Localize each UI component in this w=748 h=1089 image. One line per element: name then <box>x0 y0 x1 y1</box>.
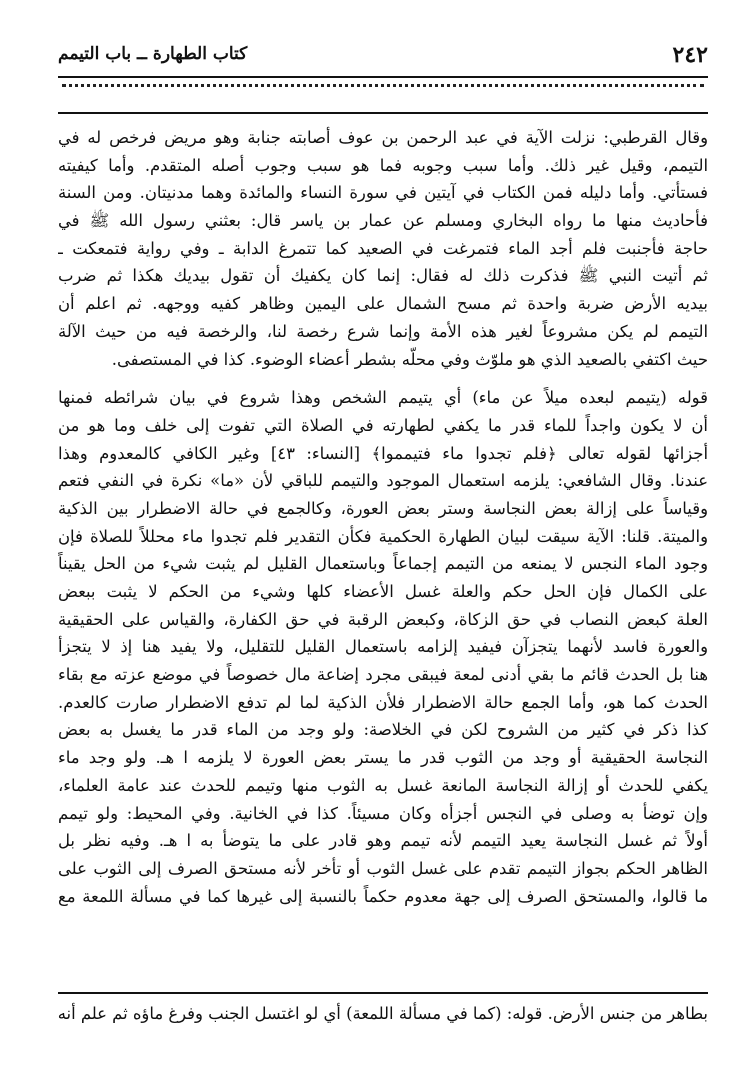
text-line: وإن توضأ به وصلى في النجس أجزأه وكان مسيئاً. كذا في الخانية. وفي المحيط: ولو تيمم <box>58 803 708 823</box>
text-line: والميتة. قلنا: الآية سيقت لبيان الطهارة الحكمية فكأن التقدير فلم تجدوا ماء محللاً للصلاة فإن <box>58 526 708 546</box>
text-line: الحدث كما هو، وأما الجمع حالة الاضطرار فلأن الذكية لما لم تدفع الاضطرار صارت كالعدم. <box>58 692 708 712</box>
text-line: هنا بل الحدث قائم ما بقي أدنى لمعة فيبقى مجرد إضاعة مال خصوصاً في موضع عزته مع بقاء <box>58 665 708 685</box>
text-line: النجاسة الحقيقية أو وجد من الثوب قدر ما يستر بعض العورة لا يلزمه ا هـ. ولو وجد ماء <box>58 748 708 768</box>
text-line: وجود الماء النجس لا يمنعه من التيمم إجماعاً وباستعمال القليل لم يثبت شيء من الحل يقيناً <box>58 554 708 574</box>
text-line: حيث اكتفي بالصعيد الذي هو ملوّث وفي محلّه بشطر أعضاء الوضوء. كذا في المستصفى. <box>111 349 708 369</box>
text-line: على الكمال فإن الحل حكم والعلة غسل الأعضاء كلها وشيء من الحكم لا يثبت ببعض <box>58 582 708 601</box>
text-line: كذا ذكر في كثير من الشروح لكن في الخلاصة: ولو وجد من الماء قدر ما يغسل به بعض <box>58 720 708 740</box>
text-line: فستأتي. وأما دليله فمن الكتاب في آيتين في سورة النساء والمائدة وهما مدنيتان. ومن السنة <box>58 183 708 203</box>
text-line: بيديه الأرض ضربة واحدة ثم مسح الشمال على اليمين وظاهر كفيه ووجهه. ثم اعلم أن <box>58 294 708 314</box>
running-title: كتاب الطهارة ــ باب التيمم <box>58 44 248 64</box>
paragraph-2 <box>58 384 708 910</box>
text-line: أجزائها لقوله تعالى ﴿فلم تجدوا ماء فتيمموا﴾ [النساء: ٤٣] وغير الكافي كالمعدوم وهذا <box>58 443 708 463</box>
footnote-text: بطاهر من جنس الأرض. قوله: (كما في مسألة اللمعة) أي لو اغتسل الجنب وفرغ ماؤه ثم علم أنه <box>58 1004 708 1023</box>
dotted-separator <box>62 84 704 101</box>
text-line: الظاهر الحكم بجواز التيمم تقدم على غسل الثوب أو تأخر لأنه مستحق الصرف إلى الثوب على <box>58 858 708 878</box>
text-line: أن لا يكون واجداً للماء قدر ما يكفي لطهارته في الصلاة التي تفوت إلى خلف وما هو من <box>58 415 708 435</box>
text-line: ما قالوا، والمستحق الصرف إلى جهة معدوم حكماً بالنسبة إلى غيرها كما في مسألة اللمعة مع <box>58 886 708 906</box>
paragraph-1 <box>58 124 708 373</box>
text-line: التيمم لم يكن مشروعاً لغير هذه الأمة وإنما شرع رخصة لنا، والرخصة فيه من حيث الآلة <box>58 321 708 341</box>
text-line: العلة كبعض النصاب في حق الزكاة، وكبعض الرقبة في حق الكفارة، والقياس على الحقيقية <box>58 609 708 629</box>
text-line: فأحاديث منها ما رواه البخاري ومسلم عن عمار بن ياسر قال: بعثني رسول الله ﷺ في <box>58 211 708 231</box>
text-line: قوله (يتيمم لبعده ميلاً عن ماء) أي يتيمم الشخص وهذا شروع في بيان شرائطه فمنها <box>58 388 708 408</box>
footnote-rule <box>58 992 708 994</box>
page-header <box>58 40 708 74</box>
commentary-rule <box>58 112 708 114</box>
text-line: والعورة فاسد لأنهما يتجزآن فيفيد إلزامه باستعمال القليل للتقليل، ولا يفيد هنا إذ لا يتجزأ <box>58 637 708 657</box>
text-line: عندنا. وقال الشافعي: يلزمه استعمال الموجود والتيمم للباقي لأن «ما» نكرة في النفي فتعم <box>58 471 708 491</box>
text-line: ثم أتيت النبي ﷺ فذكرت ذلك له فقال: إنما كان يكفيك أن تقول بيديك هكذا ثم ضرب <box>58 266 708 286</box>
text-line: يكفي للحدث أو إزالة النجاسة المانعة غسل به الثوب منها وتيمم للحدث عند عامة العلماء، <box>58 775 708 795</box>
header-rule <box>58 76 708 78</box>
text-line: التيمم، وقيل غير ذلك. وأما سبب وجوبه فما هو سبب وجوب أصله المتقدم. وأما كيفيته <box>58 155 708 175</box>
text-line: وقياساً على إزالة بعض النجاسة وستر بعض العورة، وكالجمع في حالة الاضطرار بين الذكية <box>58 498 708 518</box>
text-line: حاجة فأجنبت فلم أجد الماء فتمرغت في الصعيد كما تتمرغ الدابة ـ وفي رواية فتمعكت ـ <box>58 238 708 258</box>
text-line: أولاً ثم غسل النجاسة يعيد التيمم لأنه تيمم وهو قادر على ما يتوضأ به ا هـ. وفيه نظر بل <box>58 831 708 851</box>
page-number: ٢٤٢ <box>672 42 708 68</box>
main-text <box>58 124 708 910</box>
text-line: وقال القرطبي: نزلت الآية في عبد الرحمن بن عوف أصابته جنابة وهو مريض فرخص له في <box>58 128 708 147</box>
